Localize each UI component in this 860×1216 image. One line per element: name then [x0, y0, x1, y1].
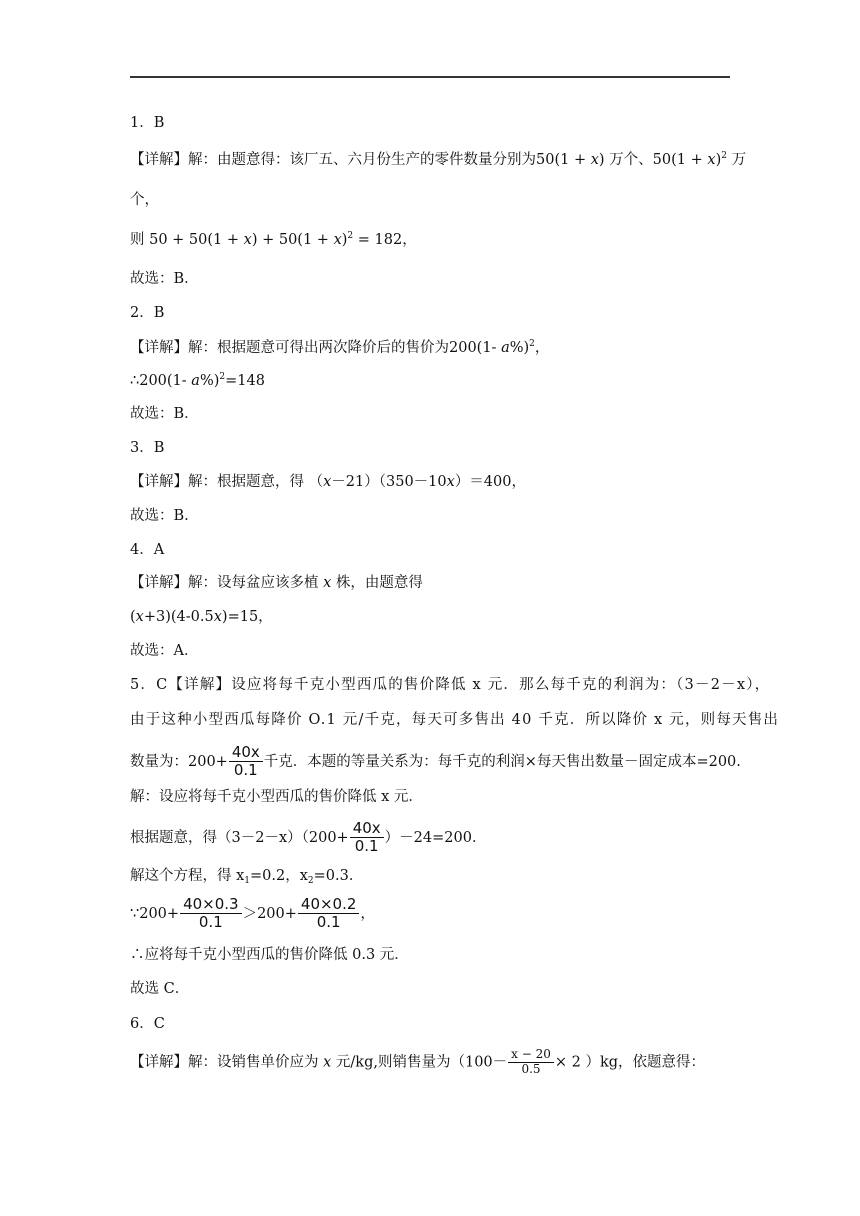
- explanation-1-line2: 个，: [130, 192, 159, 208]
- answer-1: 1．B: [130, 115, 165, 131]
- explanation-1-line1: 【详解】解：由题意得：该厂五、六月份生产的零件数量分别为50(1 + x) 万个、$50(1 + x)^2$ 万: [130, 151, 747, 168]
- equation-1: 则 $50 + 50(1 + x) + 50(1 + x)^2 = 182$，: [130, 231, 417, 248]
- fraction-40x0.3-over-0.1: $\frac{40\times 0.3}{0.1}$: [180, 896, 242, 932]
- header-rule: [130, 76, 730, 78]
- choice-4: 故选：A．: [130, 643, 199, 659]
- explanation-5-line3: 数量为：200+ $\frac{40x}{0.1}$ 千克．本题的等量关系为：每千克的利润×每天售出数量－固定成本=200.: [130, 743, 741, 780]
- fraction-x-minus-20-over-0.5: $\frac{x - 20}{0.5}$: [508, 1048, 554, 1077]
- choice-5: 故选 C．: [130, 981, 190, 997]
- comparison-5: ∵200+ $\frac{40\times 0.3}{0.1}$ ＞200+ $\frac{40\times 0.2}{0.1}$ ，: [130, 895, 375, 932]
- solution-5-setup: 解：设应将每千克小型西瓜的售价降低 x 元．: [130, 789, 423, 805]
- answer-3: 3．B: [130, 440, 165, 456]
- explanation-2: 【详解】解：根据题意可得出两次降价后的售价为200(1- a%)$^2$，: [130, 339, 550, 356]
- explanation-5-line2: 由于这种小型西瓜每降价 O.1 元/千克，每天可多售出 40 千克．所以降价 x 元，则每天售出: [130, 712, 780, 728]
- choice-3: 故选：B.: [130, 508, 189, 524]
- fraction-40x0.2-over-0.1: $\frac{40\times 0.2}{0.1}$: [298, 896, 360, 932]
- explanation-3: 【详解】解：根据题意，得 （x－21）（350－10x）＝400，: [130, 474, 526, 490]
- fraction-40x-over-0.1: $\frac{40x}{0.1}$: [350, 820, 384, 856]
- answer-2: 2．B: [130, 305, 165, 321]
- explanation-6: 【详解】解：设销售单价应为 x 元/kg,则销售量为（100－ $\frac{x - 20}{0.5}$ × 2 ）kg，依题意得：: [130, 1047, 706, 1076]
- solution-5-roots: 解这个方程，得 $x_1=0.2$，$x_2=0.3$．: [130, 868, 364, 886]
- equation-2: ∴200(1- a%)$^2$=148: [130, 372, 265, 389]
- explanation-4: 【详解】解：设每盆应该多植 x 株，由题意得: [130, 575, 423, 591]
- choice-1: 故选：B．: [130, 271, 199, 287]
- conclusion-5: ∴应将每千克小型西瓜的售价降低 0.3 元．: [130, 947, 409, 963]
- answer-6: 6．C: [130, 1016, 165, 1032]
- equation-5: 根据题意，得（3－2－x）（200+ $\frac{40x}{0.1}$ ）－24=200．: [130, 819, 487, 856]
- answer-4: 4．A: [130, 542, 165, 558]
- fraction-40x-over-0.1: $\frac{40x}{0.1}$: [229, 744, 263, 780]
- explanation-5-line1: 5．C【详解】设应将每千克小型西瓜的售价降低 x 元．那么每千克的利润为：（3－2－x），: [130, 677, 771, 693]
- choice-2: 故选：B．: [130, 406, 199, 422]
- equation-4: (x+3)(4-0.5x)=15，: [130, 609, 273, 625]
